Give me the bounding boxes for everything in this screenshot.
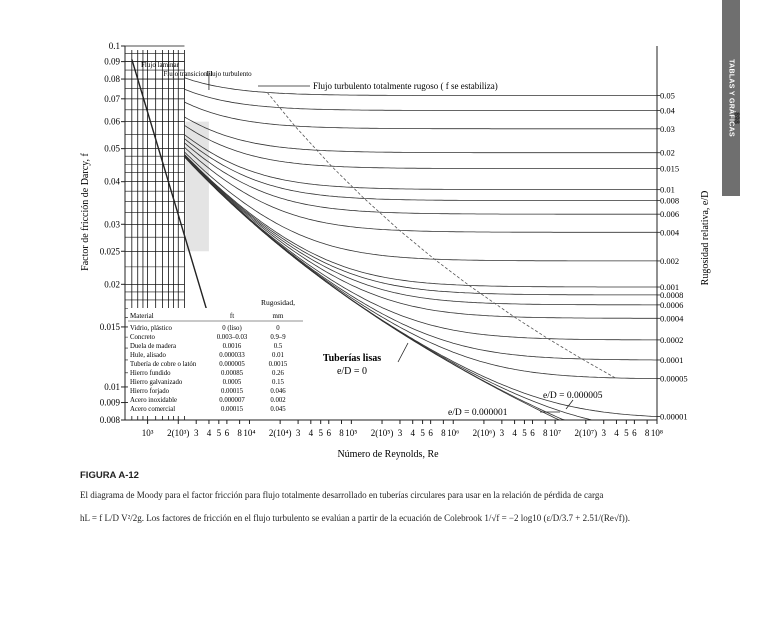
- material-table-cell: 0.15: [272, 379, 284, 386]
- material-table-cell: 0.000033: [219, 352, 245, 359]
- ed-5e6-arrow: [566, 400, 573, 409]
- ed-5e6-label: e/D = 0.000005: [543, 391, 603, 401]
- roughness-label: 0.001: [660, 282, 680, 293]
- smooth-ed-label: e/D = 0: [336, 366, 368, 377]
- x-tick-label: 4: [410, 428, 415, 438]
- y-tick-label: 0.02: [104, 279, 120, 290]
- material-table-cell: 0.00015: [220, 406, 244, 413]
- x-tick-label: 5: [522, 428, 527, 438]
- material-table-cell: 0.26: [272, 370, 284, 377]
- material-table-cell: 0.0015: [268, 361, 288, 368]
- x-tick-label: 2(10⁵): [370, 428, 394, 438]
- x-tick-label: 6: [326, 428, 332, 438]
- x-tick-label: 10⁶: [447, 428, 460, 438]
- x-tick-label: 3: [397, 428, 403, 438]
- material-table-header: Material: [130, 312, 154, 320]
- y-tick-label: 0.015: [99, 321, 120, 332]
- roughness-label: 0.0006: [660, 299, 684, 310]
- x-tick-label: 10⁸: [650, 428, 664, 438]
- x-tick-label: 10⁷: [549, 428, 562, 438]
- friction-curve: [185, 102, 658, 129]
- friction-curve: [185, 143, 658, 214]
- y-tick-label: 0.09: [104, 56, 120, 67]
- material-table-cell: Duela de madera: [130, 343, 177, 350]
- roughness-label: 0.0002: [660, 334, 684, 345]
- roughness-label: 0.02: [660, 147, 675, 158]
- y-tick-label: 0.06: [104, 116, 120, 127]
- material-table-header: ft: [229, 312, 235, 320]
- roughness-label: 0.015: [660, 163, 680, 174]
- figure-caption-line-1: El diagrama de Moody para el factor fricción para flujo totalmente desarrollado en tuberías circulares para usar en la relación de pérdida de carga: [80, 490, 604, 500]
- roughness-label: 0.00001: [660, 411, 688, 422]
- friction-curve: [185, 89, 658, 110]
- y-tick-label: 0.04: [104, 176, 120, 187]
- fully-rough-boundary: [267, 93, 615, 378]
- x-tick-label: 4: [308, 428, 314, 438]
- material-table-cell: 0 (liso): [222, 325, 242, 332]
- material-table-cell: Vidrio, plástico: [130, 325, 172, 332]
- page-number: 898: [732, 112, 740, 124]
- y-tick-label: 0.01: [104, 381, 120, 392]
- x-tick-label: 8: [339, 428, 344, 438]
- y-tick-label: 0.1: [108, 41, 120, 51]
- friction-curve: [185, 139, 658, 201]
- region-turbulent-label: Flujo turbulento: [206, 70, 252, 78]
- figure-caption-line-2: hL = f L/D V²/2g. Los factores de fricción en el flujo turbulento se evalúan a partir de la ecuación de Colebrook 1/√f = −2 log10 (ε/D/3.7 + 2.51/(Re√f)).: [80, 513, 631, 523]
- y-tick-label: 0.08: [104, 74, 120, 85]
- ed-1e6-label: e/D = 0.000001: [448, 408, 508, 418]
- x-tick-label: 10³: [141, 428, 154, 438]
- roughness-label: 0.0004: [660, 313, 684, 324]
- x-tick-label: 2(10³): [167, 428, 190, 438]
- x-tick-label: 8: [644, 428, 650, 438]
- x-tick-label: 6: [428, 428, 433, 438]
- material-table: [128, 298, 303, 416]
- x-tick-label: 5: [420, 428, 425, 438]
- material-table-cell: Hierro fundido: [130, 370, 171, 377]
- x-tick-label: 8: [542, 428, 548, 438]
- x-tick-label: 2(10⁶): [472, 428, 496, 438]
- material-table-cell: Acero inoxidable: [130, 397, 177, 404]
- y2-axis-label: Rugosidad relativa, e/D: [700, 190, 711, 286]
- roughness-label: 0.00005: [660, 373, 688, 384]
- material-table-cell: 0.01: [272, 352, 284, 359]
- friction-curve: [185, 125, 658, 168]
- roughness-label: 0.03: [660, 123, 675, 134]
- roughness-label: 0.006: [660, 209, 680, 220]
- material-table-cell: 0.000007: [219, 397, 245, 404]
- material-table-cell: Hierro galvanizado: [130, 379, 183, 386]
- x-tick-label: 4: [614, 428, 619, 438]
- material-table-cell: 0.000005: [219, 361, 245, 368]
- material-table-cell: 0.0005: [222, 379, 242, 386]
- material-table-cell: 0.046: [270, 388, 286, 395]
- x-tick-label: 5: [624, 428, 629, 438]
- x-tick-label: 10⁴: [243, 428, 256, 438]
- transition-band: [185, 122, 208, 252]
- roughness-label: 0.002: [660, 255, 680, 266]
- region-laminar-label: Flujo laminar: [141, 61, 179, 69]
- x-tick-label: 3: [193, 428, 199, 438]
- material-table-cell: Acero comercial: [130, 406, 176, 413]
- x-tick-label: 8: [237, 428, 242, 438]
- x-tick-label: 2(10⁴): [268, 428, 292, 438]
- side-tab-label: TABLAS Y GRÁFICAS: [727, 59, 735, 137]
- x-axis-label: Número de Reynolds, Re: [337, 449, 439, 460]
- x-tick-label: 6: [632, 428, 637, 438]
- roughness-label: 0.01: [660, 184, 675, 195]
- roughness-label: 0.04: [660, 105, 675, 116]
- material-table-cell: 0.00085: [220, 370, 244, 377]
- smooth-arrow: [398, 343, 408, 362]
- material-table-cell: 0.003–0.03: [216, 334, 248, 341]
- roughness-label: 0.0001: [660, 354, 684, 365]
- material-table-cell: 0.9–9: [270, 334, 286, 341]
- region-transitional-label: Flujo transicional: [163, 70, 213, 78]
- x-tick-label: 3: [295, 428, 301, 438]
- material-table-cell: Hierro forjado: [130, 388, 170, 395]
- y-tick-label: 0.07: [104, 93, 120, 104]
- material-table-cell: 0.045: [270, 406, 286, 413]
- y-tick-label: 0.025: [99, 246, 120, 257]
- region-fully-rough-label: Flujo turbulento totalmente rugoso ( f se estabiliza): [313, 81, 498, 91]
- y-tick-label: 0.009: [99, 397, 120, 408]
- material-table-cell: Concreto: [130, 334, 155, 341]
- x-tick-label: 8: [441, 428, 446, 438]
- material-table-cell: Hule, alisado: [130, 352, 166, 359]
- material-table-cell: Tubería de cobre o latón: [130, 361, 197, 368]
- roughness-label: 0.0008: [660, 289, 684, 300]
- y-axis-label: Factor de fricción de Darcy, f: [80, 153, 91, 271]
- x-tick-label: 4: [512, 428, 517, 438]
- x-tick-label: 3: [601, 428, 606, 438]
- y-tick-label: 0.008: [99, 415, 120, 425]
- material-table-cell: 0.5: [273, 343, 283, 350]
- y-tick-label: 0.03: [104, 219, 120, 230]
- x-tick-label: 5: [318, 428, 323, 438]
- x-tick-label: 5: [216, 428, 222, 438]
- roughness-label: 0.008: [660, 195, 680, 206]
- material-table-cell: 0.002: [270, 397, 286, 404]
- material-table-cell: 0.0016: [222, 343, 242, 350]
- roughness-label: 0.05: [660, 90, 675, 101]
- x-tick-label: 6: [530, 428, 535, 438]
- x-tick-label: 6: [224, 428, 230, 438]
- x-tick-label: 2(10⁷): [574, 428, 598, 438]
- material-table-cell: 0.00015: [220, 388, 244, 395]
- material-table-header: mm: [272, 312, 284, 320]
- figure-label: FIGURA A-12: [80, 470, 139, 481]
- x-tick-label: 10⁵: [345, 428, 358, 438]
- smooth-pipes-label: Tuberías lisas: [322, 353, 382, 364]
- material-table-cell: 0: [276, 325, 280, 332]
- x-tick-label: 3: [499, 428, 505, 438]
- x-tick-label: 4: [206, 428, 212, 438]
- y-tick-label: 0.05: [104, 143, 120, 154]
- material-table-group-header: Rugosidad,: [261, 298, 295, 307]
- roughness-label: 0.004: [660, 227, 680, 238]
